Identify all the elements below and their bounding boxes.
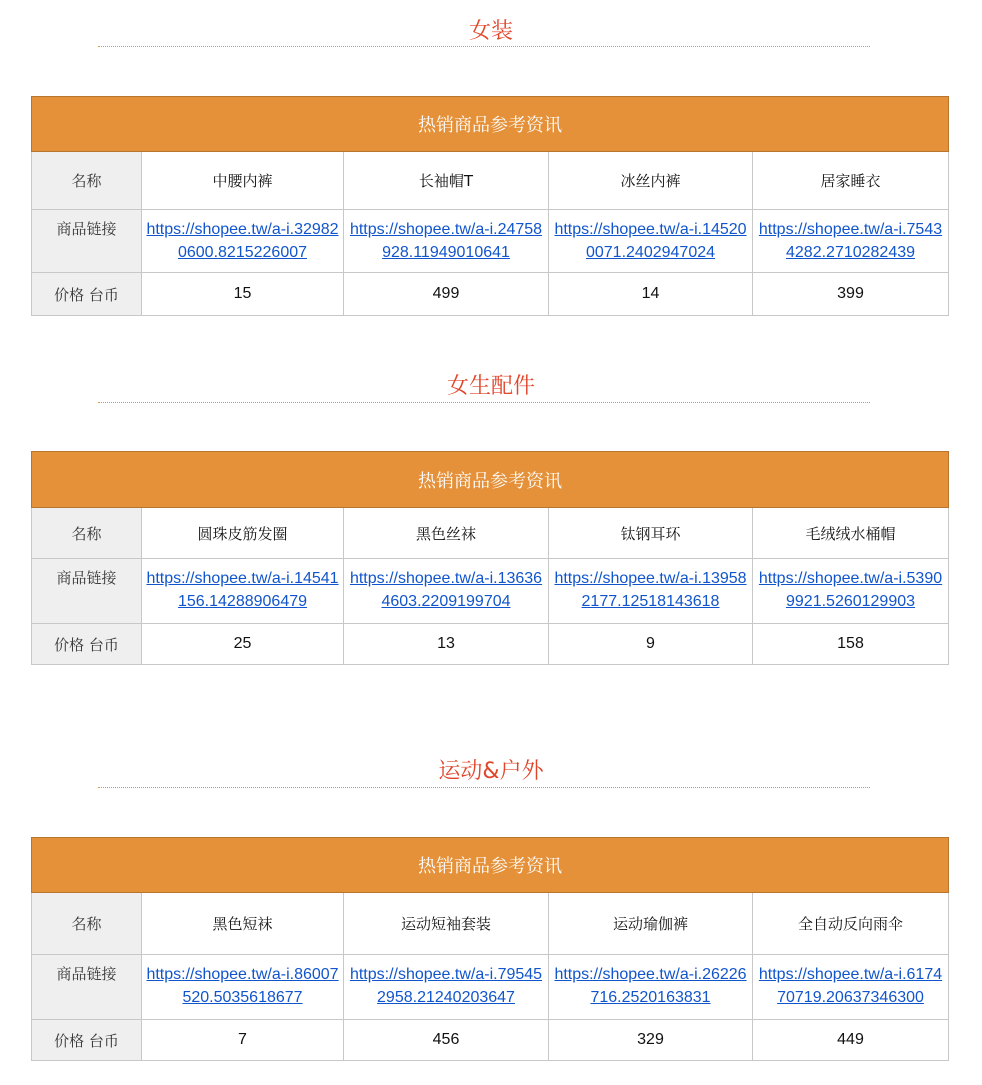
table-row-names: [32, 893, 949, 955]
row-label-price: 价格 台币: [32, 1020, 142, 1061]
product-name: 圆珠皮筋发圈: [142, 508, 344, 559]
product-name: 全自动反向雨伞: [753, 893, 949, 955]
table-header: 热销商品参考资讯: [32, 97, 949, 152]
section-divider: [98, 787, 870, 788]
product-name: 运动短袖套装: [344, 893, 549, 955]
product-name: 黑色短袜: [142, 893, 344, 955]
product-link-cell: [344, 559, 549, 624]
product-link[interactable]: https://shopee.tw/a-i.75434282.2710282439: [758, 221, 943, 261]
product-link[interactable]: https://shopee.tw/a-i.139582177.12518143618: [554, 570, 747, 610]
product-link[interactable]: https://shopee.tw/a-i.53909921.5260129903: [758, 570, 943, 610]
product-link[interactable]: https://shopee.tw/a-i.26226716.2520163831: [554, 966, 747, 1006]
table-header: 热销商品参考资讯: [32, 838, 949, 893]
product-link-cell: [753, 559, 949, 624]
row-label-name: 名称: [32, 893, 142, 955]
product-link[interactable]: https://shopee.tw/a-i.136364603.2209199704: [349, 570, 543, 610]
product-link[interactable]: https://shopee.tw/a-i.86007520.5035618677: [146, 966, 339, 1006]
table-row-names: [32, 152, 949, 210]
section-divider: [98, 46, 870, 47]
product-name: 毛绒绒水桶帽: [753, 508, 949, 559]
product-link-cell: [549, 210, 753, 273]
product-link-cell: [142, 210, 344, 273]
row-label-link: 商品链接: [32, 559, 142, 624]
table-row-names: [32, 508, 949, 559]
row-label-link: 商品链接: [32, 210, 142, 273]
product-name: 长袖帽T: [344, 152, 549, 210]
table-row-links: [32, 210, 949, 273]
product-link[interactable]: https://shopee.tw/a-i.329820600.8215226007: [146, 221, 339, 261]
product-link-cell: [549, 559, 753, 624]
product-price: 9: [549, 624, 753, 665]
product-price: 14: [549, 273, 753, 316]
product-link[interactable]: https://shopee.tw/a-i.24758928.11949010641: [349, 221, 543, 261]
product-link[interactable]: https://shopee.tw/a-i.14541156.14288906479: [146, 570, 339, 610]
table-row-links: [32, 955, 949, 1020]
product-price: 449: [753, 1020, 949, 1061]
product-table: [31, 837, 949, 1061]
product-name: 运动瑜伽裤: [549, 893, 753, 955]
row-label-link: 商品链接: [32, 955, 142, 1020]
product-price: 456: [344, 1020, 549, 1061]
row-label-name: 名称: [32, 508, 142, 559]
table-row-links: [32, 559, 949, 624]
product-name: 钛钢耳环: [549, 508, 753, 559]
product-link-cell: [344, 210, 549, 273]
product-name: 冰丝内裤: [549, 152, 753, 210]
product-price: 158: [753, 624, 949, 665]
table-header-row: [32, 97, 949, 152]
product-table: [31, 96, 949, 316]
product-table: [31, 451, 949, 665]
product-price: 15: [142, 273, 344, 316]
product-price: 499: [344, 273, 549, 316]
table-row-prices: [32, 273, 949, 316]
product-name: 居家睡衣: [753, 152, 949, 210]
product-name: 黑色丝袜: [344, 508, 549, 559]
product-link[interactable]: https://shopee.tw/a-i.145200071.2402947024: [554, 221, 747, 261]
section-title: 女生配件: [446, 374, 535, 399]
product-link-cell: [344, 955, 549, 1020]
table-header: 热销商品参考资讯: [32, 452, 949, 508]
product-price: 329: [549, 1020, 753, 1061]
product-link[interactable]: https://shopee.tw/a-i.617470719.20637346300: [758, 966, 943, 1006]
table-row-prices: [32, 1020, 949, 1061]
product-link-cell: [753, 955, 949, 1020]
row-label-price: 价格 台币: [32, 624, 142, 665]
row-label-name: 名称: [32, 152, 142, 210]
product-link-cell: [753, 210, 949, 273]
table-header-row: [32, 452, 949, 508]
product-name: 中腰内裤: [142, 152, 344, 210]
section-title: 运动&户外: [438, 759, 544, 784]
product-link-cell: [142, 955, 344, 1020]
product-price: 7: [142, 1020, 344, 1061]
section-divider: [98, 402, 870, 403]
table-header-row: [32, 838, 949, 893]
product-link-cell: [549, 955, 753, 1020]
product-link-cell: [142, 559, 344, 624]
product-price: 399: [753, 273, 949, 316]
section-title: 女装: [468, 19, 513, 44]
product-link[interactable]: https://shopee.tw/a-i.795452958.21240203647: [349, 966, 543, 1006]
product-price: 25: [142, 624, 344, 665]
table-row-prices: [32, 624, 949, 665]
product-price: 13: [344, 624, 549, 665]
row-label-price: 价格 台币: [32, 273, 142, 316]
